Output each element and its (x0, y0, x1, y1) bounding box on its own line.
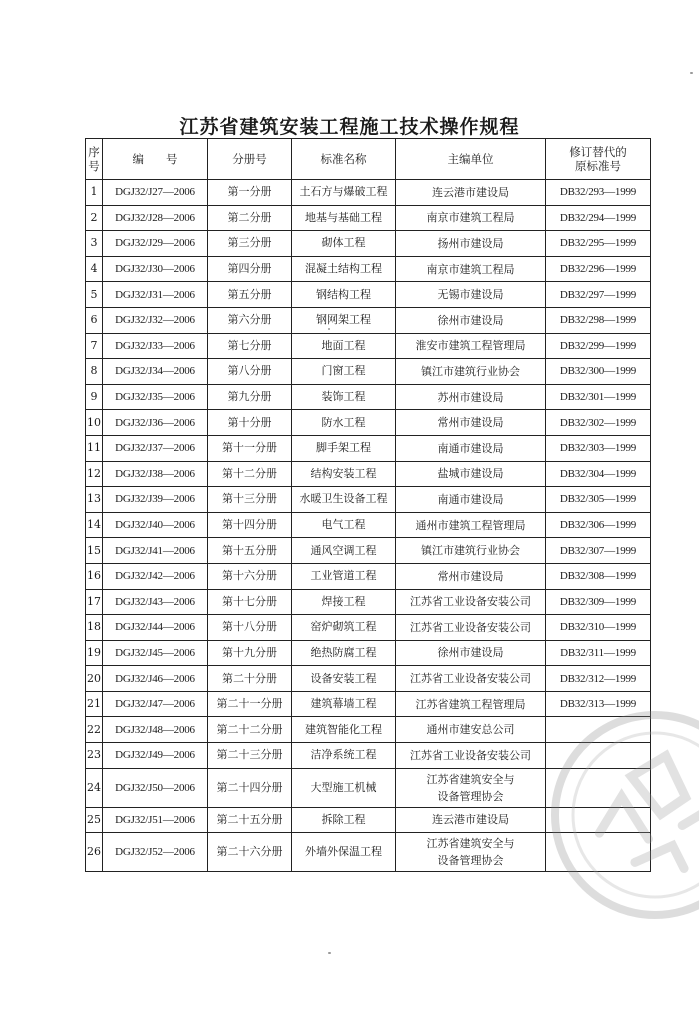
header-org: 主编单位 (396, 139, 546, 180)
cell-old-standard: DB32/298—1999 (546, 307, 651, 333)
cell-volume: 第十五分册 (208, 538, 292, 564)
page-title: 江苏省建筑安装工程施工技术操作规程 (179, 116, 520, 138)
table-row (86, 333, 651, 359)
table-row (86, 640, 651, 666)
cell-old-standard: DB32/313—1999 (546, 691, 651, 717)
cell-code: DGJ32/J44—2006 (103, 615, 208, 641)
cell-org-line: 通州市建筑工程管理局 (415, 518, 526, 532)
cell-name: 结构安装工程 (292, 461, 396, 487)
cell-org (396, 410, 546, 436)
cell-code: DGJ32/J52—2006 (103, 833, 208, 872)
table-row (86, 307, 651, 333)
cell-org (396, 359, 546, 385)
table-row (86, 615, 651, 641)
cell-no: 26 (86, 833, 103, 872)
cell-no: 21 (86, 691, 103, 717)
table-row (86, 487, 651, 513)
cell-name: 混凝土结构工程 (292, 256, 396, 282)
cell-volume: 第二分册 (208, 205, 292, 231)
cell-org (396, 180, 546, 206)
cell-volume: 第十六分册 (208, 563, 292, 589)
cell-old-standard: DB32/297—1999 (546, 282, 651, 308)
cell-code: DGJ32/J30—2006 (103, 256, 208, 282)
cell-volume: 第二十一分册 (208, 691, 292, 717)
cell-old-standard: DB32/310—1999 (546, 615, 651, 641)
cell-org (396, 282, 546, 308)
cell-name: 脚手架工程 (292, 435, 396, 461)
cell-old-standard: DB32/293—1999 (546, 180, 651, 206)
cell-org (396, 666, 546, 692)
cell-name: 钢结构工程 (292, 282, 396, 308)
header-code: 编号 (103, 139, 208, 180)
cell-org (396, 512, 546, 538)
cell-org-line: 设备管理协会 (437, 854, 504, 868)
cell-old-standard: DB32/308—1999 (546, 563, 651, 589)
cell-org-line: 无锡市建设局 (437, 288, 504, 302)
cell-name: 地基与基础工程 (292, 205, 396, 231)
cell-org (396, 717, 546, 743)
cell-code: DGJ32/J32—2006 (103, 307, 208, 333)
cell-old-standard: DB32/302—1999 (546, 410, 651, 436)
cell-org (396, 256, 546, 282)
cell-name: 门窗工程 (292, 359, 396, 385)
cell-no: 18 (86, 615, 103, 641)
cell-code: DGJ32/J38—2006 (103, 461, 208, 487)
cell-org-line: 江苏省工业设备安装公司 (410, 748, 531, 762)
table-row (86, 410, 651, 436)
cell-no: 11 (86, 435, 103, 461)
table-row (86, 205, 651, 231)
cell-code: DGJ32/J36—2006 (103, 410, 208, 436)
cell-volume: 第十四分册 (208, 512, 292, 538)
cell-no: 20 (86, 666, 103, 692)
cell-code: DGJ32/J48—2006 (103, 717, 208, 743)
cell-org (396, 231, 546, 257)
cell-org-line: 镇江市建筑行业协会 (421, 364, 520, 378)
cell-org-line: 常州市建设局 (437, 416, 504, 430)
cell-volume: 第十七分册 (208, 589, 292, 615)
cell-code: DGJ32/J31—2006 (103, 282, 208, 308)
cell-org (396, 307, 546, 333)
scan-speck (690, 72, 693, 74)
table-header-row (86, 139, 651, 180)
cell-volume: 第二十四分册 (208, 768, 292, 807)
cell-old-standard: DB32/300—1999 (546, 359, 651, 385)
cell-name: 工业管道工程 (292, 563, 396, 589)
cell-code: DGJ32/J33—2006 (103, 333, 208, 359)
table-row (86, 231, 651, 257)
cell-org-line: 淮安市建筑工程管理局 (415, 339, 526, 353)
cell-name: 窑炉砌筑工程 (292, 615, 396, 641)
table-row (86, 589, 651, 615)
cell-name: 土石方与爆破工程 (292, 180, 396, 206)
cell-org (396, 435, 546, 461)
cell-name: 地面工程 (292, 333, 396, 359)
cell-volume: 第四分册 (208, 256, 292, 282)
cell-org-line: 镇江市建筑行业协会 (421, 544, 520, 558)
cell-org-line: 南京市建筑工程局 (426, 262, 515, 276)
cell-org-line: 南通市建设局 (437, 441, 504, 455)
cell-no: 10 (86, 410, 103, 436)
cell-org (396, 589, 546, 615)
cell-org-line: 江苏省建筑安全与 (426, 837, 515, 851)
cell-old-standard: DB32/299—1999 (546, 333, 651, 359)
cell-old-standard: DB32/305—1999 (546, 487, 651, 513)
cell-code: DGJ32/J34—2006 (103, 359, 208, 385)
cell-code: DGJ32/J35—2006 (103, 384, 208, 410)
cell-volume: 第二十六分册 (208, 833, 292, 872)
cell-name: 焊接工程 (292, 589, 396, 615)
table-row (86, 180, 651, 206)
cell-code: DGJ32/J42—2006 (103, 563, 208, 589)
cell-org-line: 扬州市建设局 (437, 236, 504, 250)
cell-org-line: 江苏省建筑工程管理局 (415, 697, 526, 711)
cell-name: 洁净系统工程 (292, 743, 396, 769)
cell-name: 防水工程 (292, 410, 396, 436)
table-row (86, 435, 651, 461)
cell-no: 25 (86, 807, 103, 833)
cell-name: 通风空调工程 (292, 538, 396, 564)
cell-org-line: 徐州市建设局 (437, 313, 504, 327)
cell-old-standard: DB32/295—1999 (546, 231, 651, 257)
table-row (86, 256, 651, 282)
cell-volume: 第二十分册 (208, 666, 292, 692)
cell-code: DGJ32/J37—2006 (103, 435, 208, 461)
cell-volume: 第十分册 (208, 410, 292, 436)
cell-old-standard: DB32/307—1999 (546, 538, 651, 564)
cell-no: 15 (86, 538, 103, 564)
cell-no: 3 (86, 231, 103, 257)
cell-volume: 第三分册 (208, 231, 292, 257)
cell-name: 建筑智能化工程 (292, 717, 396, 743)
table-row (86, 563, 651, 589)
cell-code: DGJ32/J27—2006 (103, 180, 208, 206)
cell-name: 外墙外保温工程 (292, 833, 396, 872)
table-row (86, 512, 651, 538)
table-row (86, 691, 651, 717)
header-no: 序 号 (86, 139, 103, 180)
cell-code: DGJ32/J28—2006 (103, 205, 208, 231)
cell-name: 绝热防腐工程 (292, 640, 396, 666)
cell-no: 7 (86, 333, 103, 359)
cell-volume: 第十二分册 (208, 461, 292, 487)
cell-org (396, 691, 546, 717)
cell-volume: 第二十三分册 (208, 743, 292, 769)
cell-volume: 第十三分册 (208, 487, 292, 513)
cell-no: 1 (86, 180, 103, 206)
cell-name: 装饰工程 (292, 384, 396, 410)
table-row (86, 461, 651, 487)
cell-old-standard: DB32/309—1999 (546, 589, 651, 615)
cell-volume: 第五分册 (208, 282, 292, 308)
header-name: 标准名称 (292, 139, 396, 180)
cell-org-line: 盐城市建设局 (437, 467, 504, 481)
cell-volume: 第十九分册 (208, 640, 292, 666)
cell-org (396, 333, 546, 359)
cell-org-line: 苏州市建设局 (437, 390, 504, 404)
cell-org (396, 563, 546, 589)
header-old-standard: 修订替代的 原标准号 (546, 139, 651, 180)
cell-code: DGJ32/J47—2006 (103, 691, 208, 717)
cell-old-standard: DB32/312—1999 (546, 666, 651, 692)
table-row (86, 359, 651, 385)
table-row (86, 538, 651, 564)
cell-code: DGJ32/J51—2006 (103, 807, 208, 833)
cell-no: 2 (86, 205, 103, 231)
cell-org-line: 连云港市建设局 (432, 813, 509, 827)
cell-no: 8 (86, 359, 103, 385)
cell-no: 14 (86, 512, 103, 538)
cell-org (396, 833, 546, 872)
cell-org (396, 205, 546, 231)
cell-no: 24 (86, 768, 103, 807)
cell-old-standard: DB32/303—1999 (546, 435, 651, 461)
cell-org-line: 江苏省工业设备安装公司 (410, 595, 531, 609)
cell-volume: 第二十二分册 (208, 717, 292, 743)
cell-volume: 第一分册 (208, 180, 292, 206)
cell-no: 19 (86, 640, 103, 666)
cell-code: DGJ32/J40—2006 (103, 512, 208, 538)
cell-volume: 第九分册 (208, 384, 292, 410)
cell-old-standard: DB32/294—1999 (546, 205, 651, 231)
cell-no: 5 (86, 282, 103, 308)
cell-org (396, 538, 546, 564)
cell-name: 电气工程 (292, 512, 396, 538)
header-volume: 分册号 (208, 139, 292, 180)
cell-no: 22 (86, 717, 103, 743)
cell-volume: 第二十五分册 (208, 807, 292, 833)
cell-old-standard: DB32/301—1999 (546, 384, 651, 410)
cell-old-standard: DB32/311—1999 (546, 640, 651, 666)
cell-code: DGJ32/J29—2006 (103, 231, 208, 257)
cell-volume: 第六分册 (208, 307, 292, 333)
cell-code: DGJ32/J43—2006 (103, 589, 208, 615)
cell-code: DGJ32/J39—2006 (103, 487, 208, 513)
cell-org-line: 徐州市建设局 (437, 646, 504, 660)
table-row (86, 384, 651, 410)
cell-code: DGJ32/J46—2006 (103, 666, 208, 692)
cell-org-line: 设备管理协会 (437, 789, 504, 803)
cell-org-line: 常州市建设局 (437, 569, 504, 583)
cell-volume: 第七分册 (208, 333, 292, 359)
cell-volume: 第十八分册 (208, 615, 292, 641)
cell-code: DGJ32/J41—2006 (103, 538, 208, 564)
cell-name: 建筑幕墙工程 (292, 691, 396, 717)
cell-org-line: 连云港市建设局 (432, 185, 509, 199)
table-row (86, 666, 651, 692)
cell-no: 23 (86, 743, 103, 769)
cell-org (396, 640, 546, 666)
cell-org (396, 615, 546, 641)
cell-code: DGJ32/J45—2006 (103, 640, 208, 666)
cell-no: 16 (86, 563, 103, 589)
cell-name: 砌体工程 (292, 231, 396, 257)
cell-org (396, 487, 546, 513)
cell-name: 拆除工程 (292, 807, 396, 833)
cell-old-standard: DB32/296—1999 (546, 256, 651, 282)
cell-name: 大型施工机械 (292, 768, 396, 807)
cell-name: 水暖卫生设备工程 (292, 487, 396, 513)
cell-org-line: 江苏省工业设备安装公司 (410, 672, 531, 686)
cell-no: 12 (86, 461, 103, 487)
cell-code: DGJ32/J49—2006 (103, 743, 208, 769)
cell-no: 4 (86, 256, 103, 282)
cell-org (396, 384, 546, 410)
cell-name: 设备安装工程 (292, 666, 396, 692)
cell-org-line: 江苏省建筑安全与 (426, 772, 515, 786)
cell-volume: 第十一分册 (208, 435, 292, 461)
cell-volume: 第八分册 (208, 359, 292, 385)
cell-org (396, 461, 546, 487)
cell-name: 钢网架工程 (292, 307, 396, 333)
cell-no: 6 (86, 307, 103, 333)
cell-no: 17 (86, 589, 103, 615)
cell-old-standard: DB32/306—1999 (546, 512, 651, 538)
scan-speck (328, 328, 330, 330)
cell-org-line: 南通市建设局 (437, 492, 504, 506)
cell-no: 9 (86, 384, 103, 410)
cell-no: 13 (86, 487, 103, 513)
cell-org-line: 江苏省工业设备安装公司 (410, 620, 531, 634)
cell-org-line: 南京市建筑工程局 (426, 211, 515, 225)
scan-speck (328, 952, 331, 954)
cell-code: DGJ32/J50—2006 (103, 768, 208, 807)
cell-org-line: 通州市建安总公司 (426, 723, 515, 737)
cell-org (396, 743, 546, 769)
table-row (86, 282, 651, 308)
cell-old-standard: DB32/304—1999 (546, 461, 651, 487)
